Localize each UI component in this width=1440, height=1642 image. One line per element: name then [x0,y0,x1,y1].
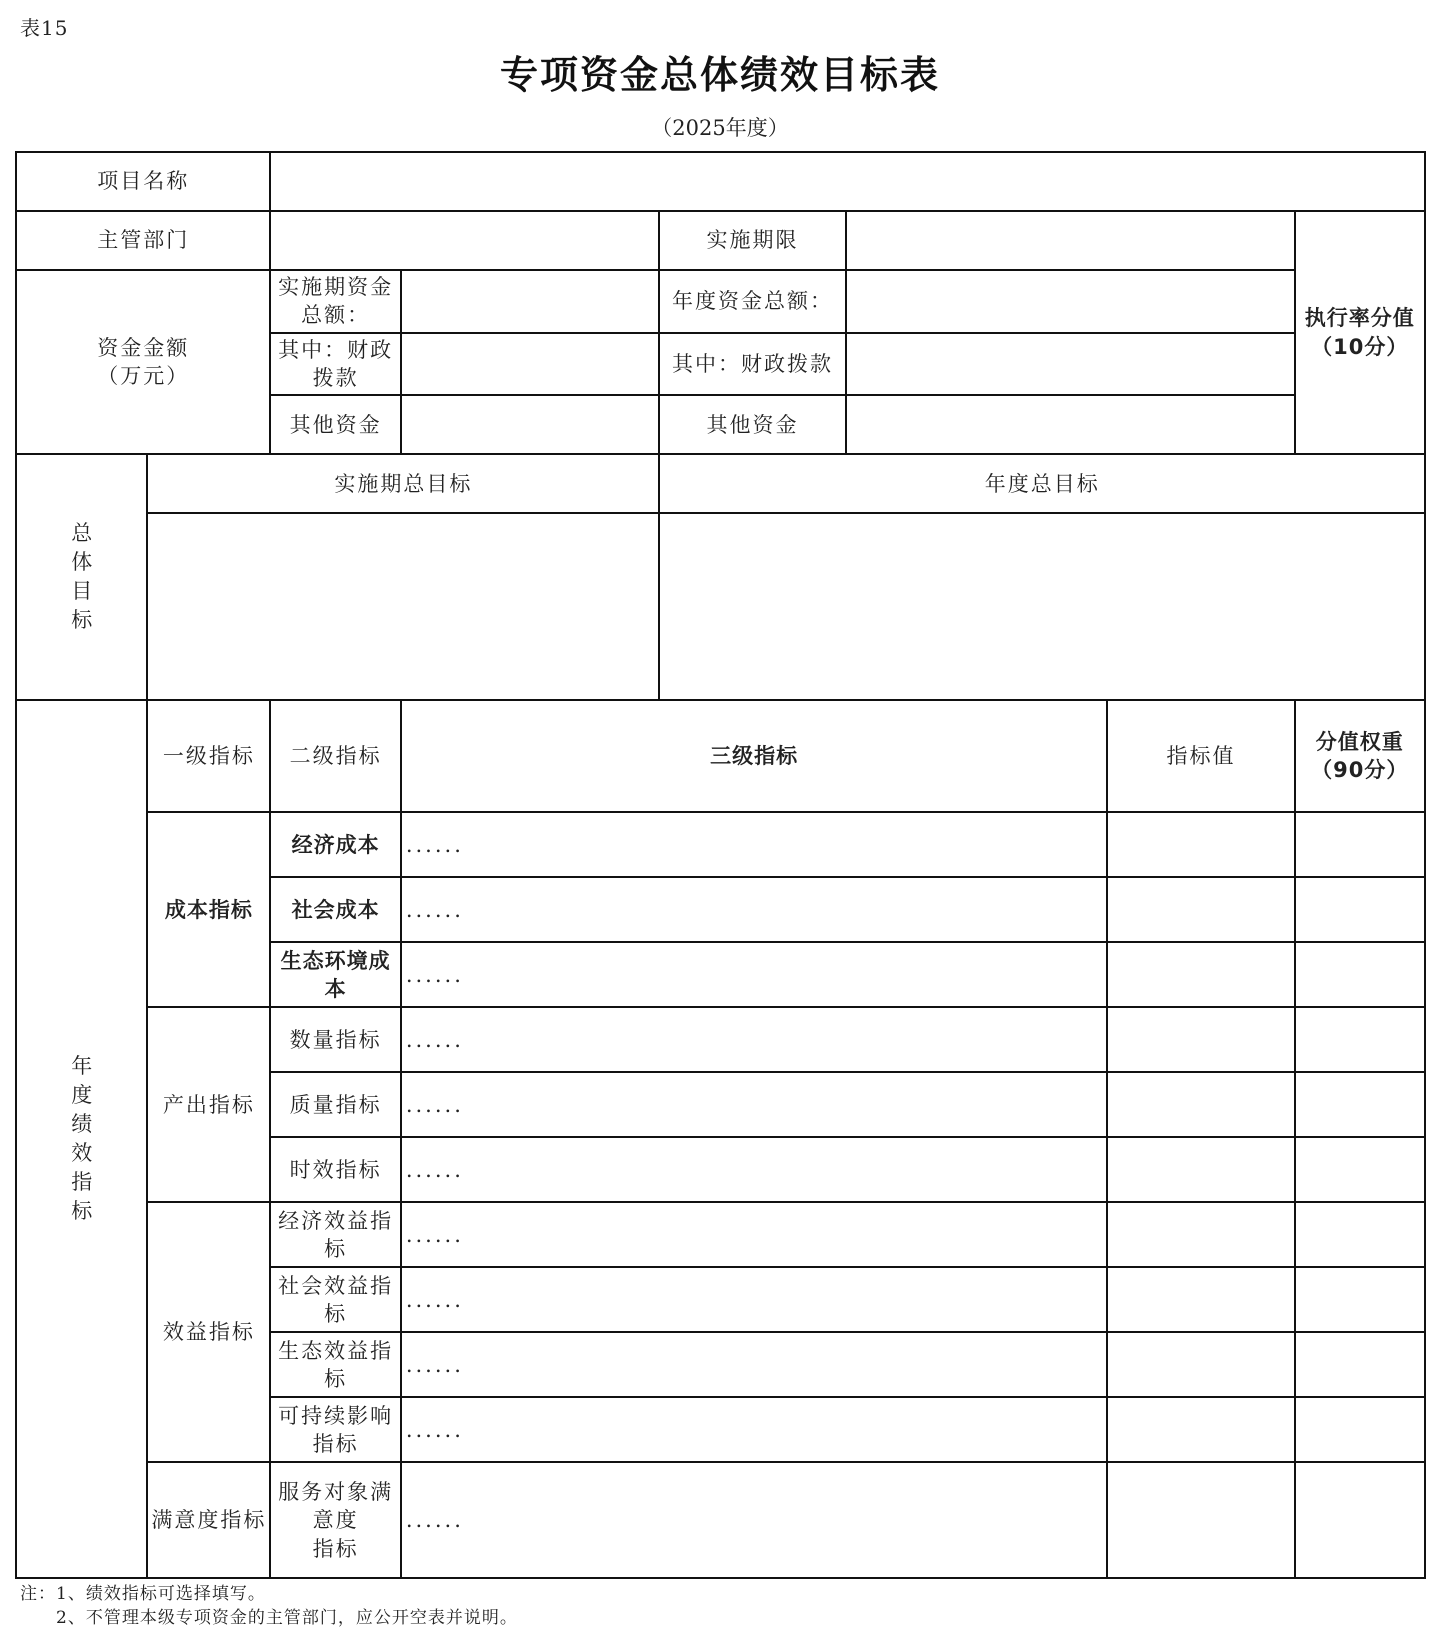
score-weight-header: 分值权重 （90分） [1295,700,1425,812]
level1-indicator-satisfaction: 满意度指标 [147,1462,270,1578]
indicator-value-cell[interactable] [1107,1202,1294,1267]
level3-indicator-cell[interactable]: ...... [401,1462,1108,1578]
indicator-row [16,1007,1425,1072]
fund-amount-label: 资金金额 （万元） [16,270,270,454]
annual-goal-label: 年度总目标 [659,454,1425,513]
footnotes [20,1582,518,1630]
level3-indicator-cell[interactable]: ...... [401,1007,1108,1072]
table-number: 表15 [20,16,69,40]
period-goal-label: 实施期总目标 [147,454,659,513]
level2-indicator: 社会效益指标 [270,1267,400,1332]
score-weight-cell[interactable] [1295,1397,1425,1462]
period-value[interactable] [846,211,1295,270]
score-weight-cell[interactable] [1295,877,1425,942]
indicator-value-cell[interactable] [1107,1462,1294,1578]
period-fiscal-value[interactable] [401,333,660,396]
project-name-value[interactable] [270,152,1425,211]
annual-performance-indicators-label: 年度绩效指标 [16,700,147,1578]
annual-fiscal-label: 其中：财政拨款 [659,333,845,396]
level2-indicator: 经济效益指标 [270,1202,400,1267]
level3-indicator-cell[interactable]: ...... [401,812,1108,877]
score-weight-cell[interactable] [1295,1137,1425,1202]
score-weight-cell[interactable] [1295,812,1425,877]
level1-indicator-header: 一级指标 [147,700,270,812]
fund-total-row [16,270,1425,333]
score-weight-cell[interactable] [1295,942,1425,1007]
level1-indicator-output: 产出指标 [147,1007,270,1202]
indicator-value-cell[interactable] [1107,1072,1294,1137]
performance-goal-table [15,151,1426,1579]
level2-indicator: 生态环境成本 [270,942,400,1007]
project-name-label: 项目名称 [16,152,270,211]
level2-indicator-header: 二级指标 [270,700,400,812]
level1-indicator-benefit: 效益指标 [147,1202,270,1462]
score-weight-cell[interactable] [1295,1267,1425,1332]
level3-indicator-header: 三级指标 [401,700,1108,812]
fiscal-year: （2025年度） [651,116,789,140]
overall-goal-header-row [16,454,1425,513]
level2-indicator: 服务对象满意度 指标 [270,1462,400,1578]
annual-goal-value[interactable] [659,513,1425,700]
score-weight-cell[interactable] [1295,1007,1425,1072]
indicator-value-cell[interactable] [1107,877,1294,942]
level1-indicator-cost: 成本指标 [147,812,270,1007]
score-weight-cell[interactable] [1295,1462,1425,1578]
indicator-header-row [16,700,1425,812]
department-row [16,211,1425,270]
indicator-value-cell[interactable] [1107,1007,1294,1072]
level2-indicator: 生态效益指标 [270,1332,400,1397]
page-title: 专项资金总体绩效目标表 [499,53,940,97]
level2-indicator: 时效指标 [270,1137,400,1202]
score-weight-cell[interactable] [1295,1332,1425,1397]
indicator-value-cell[interactable] [1107,1397,1294,1462]
level3-indicator-cell[interactable]: ...... [401,1137,1108,1202]
overall-goal-label: 总体目标 [16,454,147,700]
indicator-value-cell[interactable] [1107,812,1294,877]
indicator-value-cell[interactable] [1107,1267,1294,1332]
footnote-2: 2、不管理本级专项资金的主管部门，应公开空表并说明。 [56,1608,518,1628]
period-fund-total-label: 实施期资金总额： [270,270,400,333]
level3-indicator-cell[interactable]: ...... [401,1202,1108,1267]
indicator-value-cell[interactable] [1107,1332,1294,1397]
footnote-1: 注：1、绩效指标可选择填写。 [20,1584,266,1604]
level3-indicator-cell[interactable]: ...... [401,1267,1108,1332]
annual-fund-total-value[interactable] [846,270,1295,333]
period-other-value[interactable] [401,395,660,454]
indicator-value-header: 指标值 [1107,700,1294,812]
annual-fiscal-value[interactable] [846,333,1295,396]
execution-rate-score-label: 执行率分值 （10分） [1295,211,1425,454]
period-label: 实施期限 [659,211,845,270]
period-fund-total-value[interactable] [401,270,660,333]
department-label: 主管部门 [16,211,270,270]
project-name-row [16,152,1425,211]
level3-indicator-cell[interactable]: ...... [401,1072,1108,1137]
level2-indicator: 可持续影响指标 [270,1397,400,1462]
score-weight-cell[interactable] [1295,1202,1425,1267]
indicator-row [16,1462,1425,1578]
level3-indicator-cell[interactable]: ...... [401,1397,1108,1462]
indicator-value-cell[interactable] [1107,942,1294,1007]
level2-indicator: 社会成本 [270,877,400,942]
indicator-value-cell[interactable] [1107,1137,1294,1202]
overall-goal-content-row [16,513,1425,700]
score-weight-cell[interactable] [1295,1072,1425,1137]
department-value[interactable] [270,211,659,270]
period-fiscal-label: 其中：财政拨款 [270,333,400,396]
level2-indicator: 数量指标 [270,1007,400,1072]
level3-indicator-cell[interactable]: ...... [401,942,1108,1007]
annual-other-value[interactable] [846,395,1295,454]
period-goal-value[interactable] [147,513,659,700]
annual-fund-total-label: 年度资金总额： [659,270,845,333]
level3-indicator-cell[interactable]: ...... [401,1332,1108,1397]
indicator-row [16,812,1425,877]
level2-indicator: 经济成本 [270,812,400,877]
period-other-label: 其他资金 [270,395,400,454]
indicator-row [16,1202,1425,1267]
level3-indicator-cell[interactable]: ...... [401,877,1108,942]
level2-indicator: 质量指标 [270,1072,400,1137]
annual-other-label: 其他资金 [659,395,845,454]
